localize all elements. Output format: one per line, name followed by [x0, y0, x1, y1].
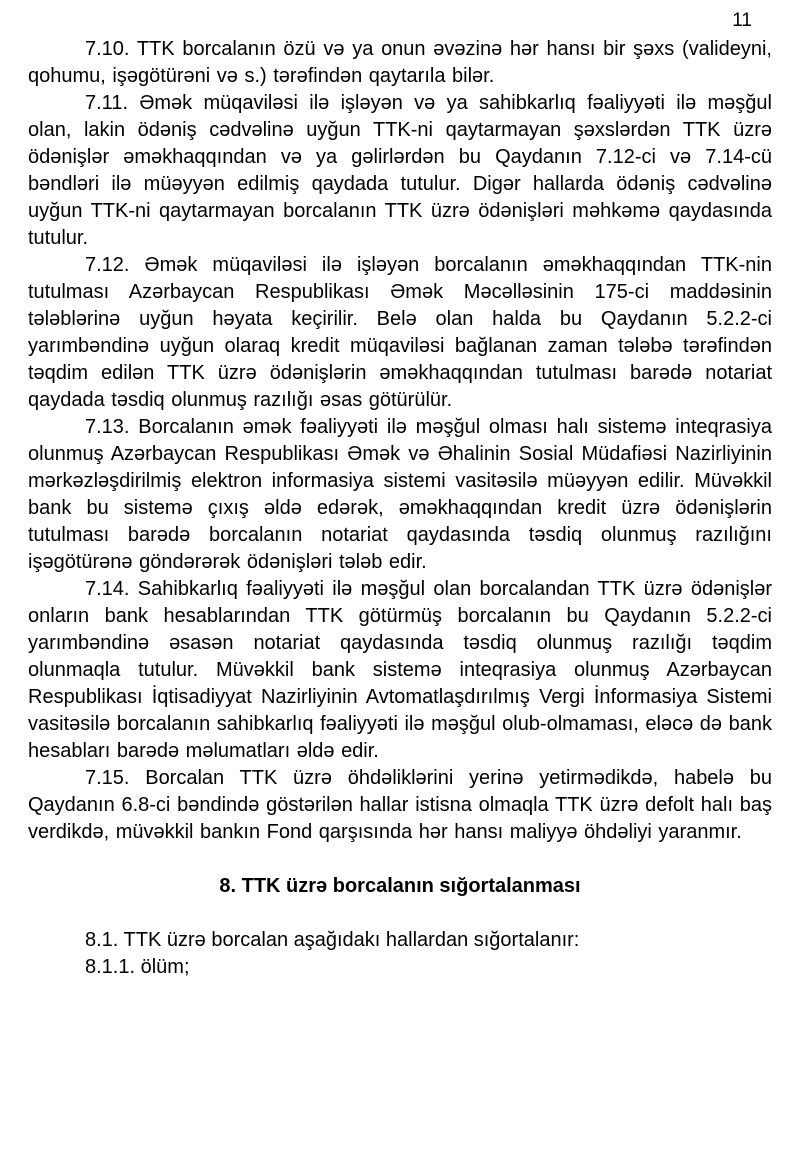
page-number: 11 [732, 10, 752, 31]
section-8-heading: 8. TTK üzrə borcalanın sığortalanması [219, 875, 581, 897]
paragraph-7-15: 7.15. Borcalan TTK üzrə öhdəliklərini yerinə yetirmədikdə, habelə bu Qaydanın 6.8-ci bəndində göstərilən hallar istisna olmaqla TTK üzrə defolt halı baş verdikdə, müvəkkil bankın Fond qarşısında hər hansı maliyyə öhdəliyi yaranmır. [28, 767, 772, 843]
paragraph-7-13: 7.13. Borcalanın əmək fəaliyyəti ilə məşğul olması halı sistemə inteqrasiya olunmuş Azərbaycan Respublikası Əmək və Əhalinin Sosial Müdafiəsi Nazirliyinin mərkəzləşdirilmiş elektron informasiya sistemi vasitəsilə müəyyən edilir. Müvəkkil bank bu sistemə çıxış əldə edərək, əməkhaqqından kredit üzrə ödənişlərin tutulması barədə borcalanın notariat qaydasında təsdiq olunmuş razılığını işəgötürənə göndərərək ödənişləri tələb edir. [28, 416, 772, 573]
paragraph-7-10: 7.10. TTK borcalanın özü və ya onun əvəzinə hər hansı bir şəxs (valideyni, qohumu, işəgötürəni və s.) tərəfindən qaytarıla bilər. [28, 38, 772, 87]
paragraph-7-12: 7.12. Əmək müqaviləsi ilə işləyən borcalanın əməkhaqqından TTK-nin tutulması Azərbaycan Respublikası Əmək Məcəlləsinin 175-ci maddəsinin tələblərinə uyğun həyata keçirilir. Belə olan halda bu Qaydanın 5.2.2-ci yarımbəndinə uyğun olaraq kredit müqaviləsi bağlanan zaman tələbə tərəfindən təqdim edilən TTK üzrə ödənişlərin əməkhaqqından tutulması barədə notariat qaydada təsdiq olunmuş razılığı əsas götürülür. [28, 254, 772, 411]
paragraph-8-1: 8.1. TTK üzrə borcalan aşağıdakı hallardan sığortalanır: [85, 929, 580, 951]
paragraph-7-11: 7.11. Əmək müqaviləsi ilə işləyən və ya sahibkarlıq fəaliyyəti ilə məşğul olan, lakin ödəniş cədvəlinə uyğun TTK-ni qaytarmayan şəxslərdən TTK üzrə ödənişlər əməkhaqqından və ya gəlirlərdən bu Qaydanın 7.12-ci və 7.14-cü bəndləri ilə müəyyən edilmiş qaydada tutulur. Digər hallarda ödəniş cədvəlinə uyğun TTK-ni qaytarmayan borcalanın TTK üzrə ödənişləri məhkəmə qaydasında tutulur. [28, 92, 772, 249]
paragraph-7-14: 7.14. Sahibkarlıq fəaliyyəti ilə məşğul olan borcalandan TTK üzrə ödənişlər onların bank hesablarından TTK götürmüş borcalanın bu Qaydanın 5.2.2-ci yarımbəndinə əsasən notariat qaydasında təsdiq olunmuş razılığı təqdim olunmaqla tutulur. Müvəkkil bank sistemə inteqrasiya olunmuş Azərbaycan Respublikası İqtisadiyyat Nazirliyinin Avtomatlaşdırılmış Vergi İnformasiya Sistemi vasitəsilə borcalanın sahibkarlıq fəaliyyəti ilə məşğul olub-olmaması, eləcə də bank hesabları barədə məlumatları əldə edir. [28, 578, 772, 762]
paragraph-8-1-1: 8.1.1. ölüm; [85, 956, 190, 978]
